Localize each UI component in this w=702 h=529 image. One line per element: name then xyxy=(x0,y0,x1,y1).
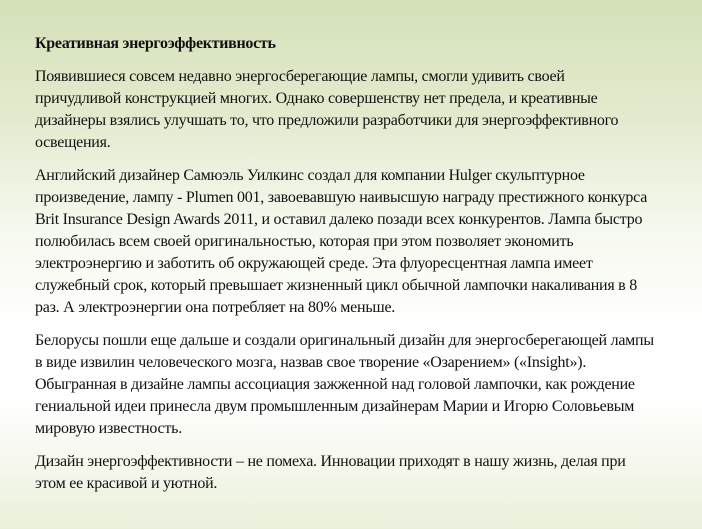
article-title: Креативная энергоэффективность xyxy=(35,35,276,52)
paragraph-3 xyxy=(35,330,654,440)
text-line: Brit Insurance Design Awards 2011, и оставил далеко позади всех конкурентов. Лампа быстро xyxy=(35,211,643,228)
text-line: произведение, лампу - Plumen 001, завоевавшую наивысшую награду престижного конкурса xyxy=(35,189,648,206)
text-line: причудливой конструкцией многих. Однако совершенству нет предела, и креативные xyxy=(35,90,598,107)
text-line: Дизайн энергоэффективности – не помеха. Инновации приходят в нашу жизнь, делая при xyxy=(35,453,626,470)
text-line: полюбилась всем своей оригинальностью, которая при этом позволяет экономить xyxy=(35,233,574,250)
paragraph-4 xyxy=(35,451,654,495)
text-line: мировую известность. xyxy=(35,420,182,437)
text-line: гениальной идеи принесла двум промышленным дизайнерам Марии и Игорю Соловьевым xyxy=(35,398,635,415)
article xyxy=(35,33,654,506)
text-line: освещения. xyxy=(35,134,111,151)
text-line: Появившиеся совсем недавно энергосберегающие лампы, смогли удивить своей xyxy=(35,68,565,85)
text-line: Белорусы пошли еще дальше и создали оригинальный дизайн для энергосберегающей лампы xyxy=(35,332,654,349)
text-line: этом ее красивой и уютной. xyxy=(35,475,218,492)
text-line: раз. А электроэнергии она потребляет на 80% меньше. xyxy=(35,299,396,316)
text-line: Обыгранная в дизайне лампы ассоциация зажженной над головой лампочки, как рождение xyxy=(35,376,635,393)
paragraph-2 xyxy=(35,165,654,319)
text-line: дизайнеры взялись улучшать то, что предложили разработчики для энергоэффективного xyxy=(35,112,619,129)
text-line: электроэнергию и заботить об окружающей среде. Эта флуоресцентная лампа имеет xyxy=(35,255,593,272)
text-line: в виде извилин человеческого мозга, назвав свое творение «Озарением» («Insight»). xyxy=(35,354,587,371)
text-line: служебный срок, который превышает жизненный цикл обычной лампочки накаливания в 8 xyxy=(35,277,637,294)
paragraph-1 xyxy=(35,66,654,154)
text-line: Английский дизайнер Самюэль Уилкинс создал для компании Hulger скульптурное xyxy=(35,167,585,184)
